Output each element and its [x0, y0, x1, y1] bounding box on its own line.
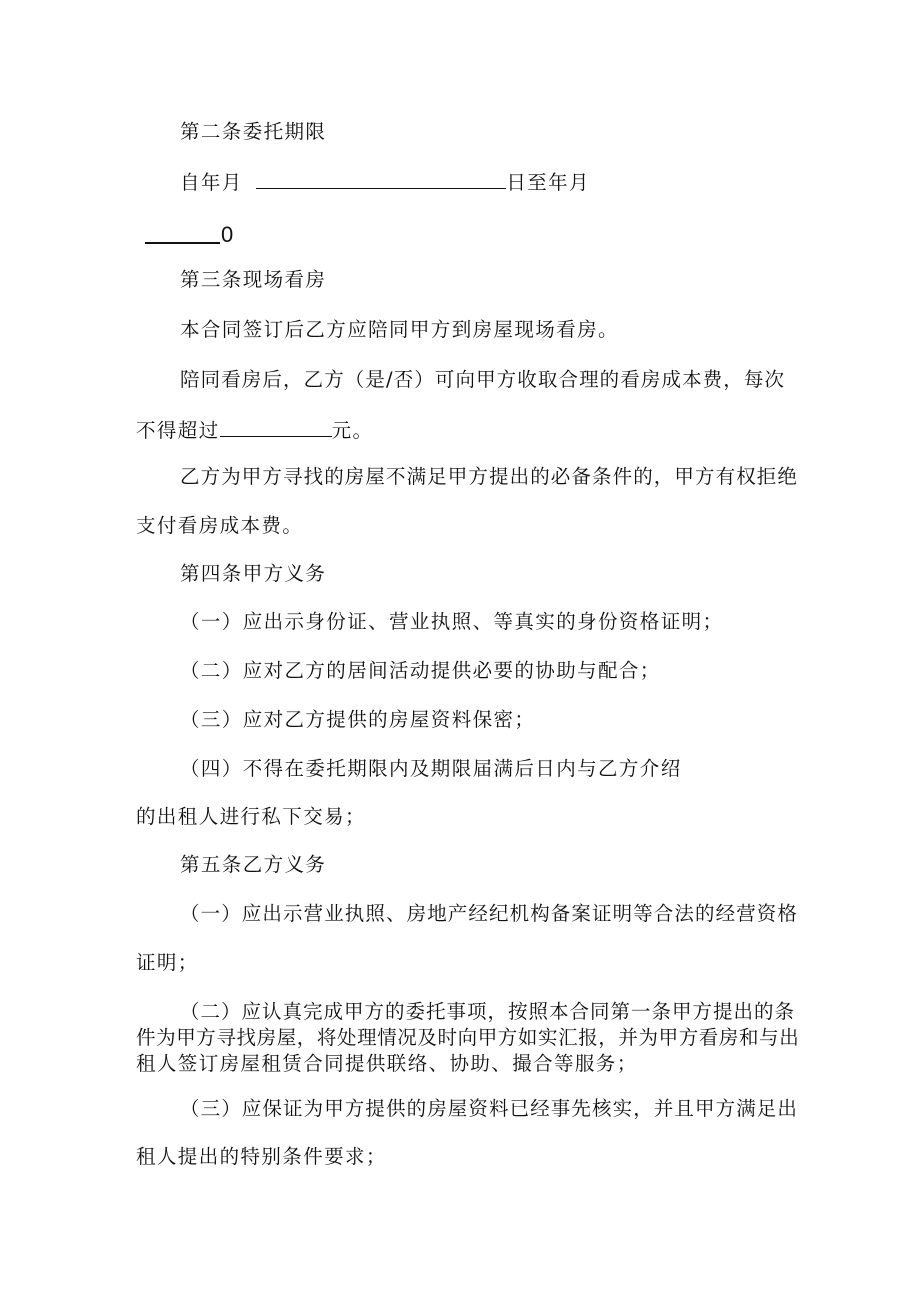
- article-5-item-2-line-1: （二）应认真完成甲方的委托事项，按照本合同第一条甲方提出的条: [180, 1000, 796, 1023]
- article-5-item-2-line-3: 租人签订房屋租赁合同提供联络、协助、撮合等服务；: [136, 1052, 638, 1075]
- article-4-item-2: （二）应对乙方的居间活动提供必要的协助与配合；: [180, 659, 661, 682]
- article-5-item-3-line-1: （三）应保证为甲方提供的房屋资料已经事先核实，并且甲方满足出: [180, 1097, 799, 1120]
- term-to-text: 日至年月: [506, 171, 590, 194]
- fee-limit-suffix: 元。: [331, 419, 374, 442]
- article-2-heading: 第二条委托期限: [180, 120, 327, 143]
- article-5-item-1-line-1: （一）应出示营业执照、房地产经纪机构备案证明等合法的经营资格: [180, 902, 799, 925]
- article-3-paragraph-3-line-1: 乙方为甲方寻找的房屋不满足甲方提出的必备条件的，甲方有权拒绝: [180, 465, 799, 488]
- term-blank[interactable]: [256, 170, 506, 189]
- article-5-item-2-line-2: 件为甲方寻找房屋，将处理情况及时向甲方如实汇报，并为甲方看房和与出: [136, 1026, 800, 1049]
- article-4-item-4-line-1: （四）不得在委托期限内及期限届满后日内与乙方介绍: [180, 757, 682, 780]
- article-4-item-1: （一）应出示身份证、营业执照、等真实的身份资格证明；: [180, 610, 724, 633]
- article-4-heading: 第四条甲方义务: [180, 562, 327, 585]
- term-end-blank[interactable]: [145, 242, 220, 244]
- fee-limit-blank[interactable]: [220, 418, 332, 437]
- article-5-heading: 第五条乙方义务: [180, 853, 327, 876]
- article-3-paragraph-2-line-2: [136, 418, 373, 443]
- article-3-paragraph-1: 本合同签订后乙方应陪同甲方到房屋现场看房。: [180, 318, 619, 341]
- fee-limit-prefix: 不得超过: [136, 419, 220, 442]
- article-5-item-3-line-2: 租人提出的特别条件要求；: [136, 1145, 387, 1168]
- article-5-item-1-line-2: 证明；: [136, 951, 199, 974]
- term-end-text: 0: [221, 222, 234, 247]
- term-from-text: 自年月: [180, 171, 243, 194]
- term-line: [180, 170, 590, 195]
- article-4-item-3: （三）应对乙方提供的房屋资料保密；: [180, 708, 536, 731]
- article-4-item-4-line-2: 的出租人进行私下交易；: [136, 805, 366, 828]
- article-3-heading: 第三条现场看房: [180, 268, 327, 291]
- article-3-paragraph-2-line-1: 陪同看房后，乙方（是/否）可向甲方收取合理的看房成本费，每次: [180, 368, 786, 391]
- article-3-paragraph-3-line-2: 支付看房成本费。: [136, 514, 304, 537]
